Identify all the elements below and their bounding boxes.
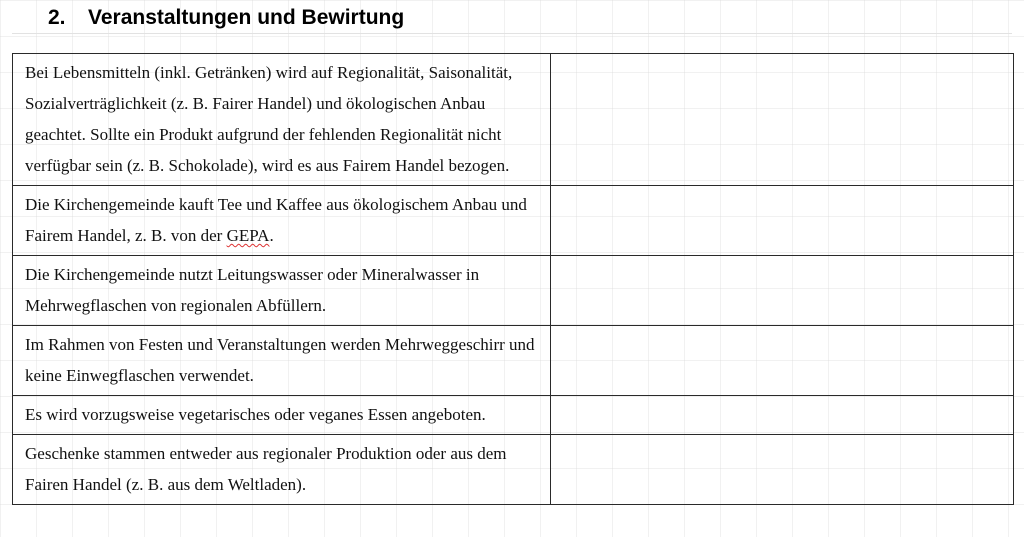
criterion-text (13, 186, 551, 256)
criterion-text: Im Rahmen von Festen und Veranstaltungen werden Mehrweggeschirr und keine Einwegflaschen verwendet. (13, 326, 551, 396)
table-row (13, 186, 1014, 256)
criteria-table (12, 53, 1014, 505)
section-title: Veranstaltungen und Bewirtung (88, 6, 405, 29)
criterion-text: Geschenke stammen entweder aus regionaler Produktion oder aus dem Fairen Handel (z. B. aus dem Weltladen). (13, 435, 551, 505)
table-row (13, 326, 1014, 396)
header-divider (12, 33, 1012, 34)
table-row (13, 256, 1014, 326)
table-row (13, 54, 1014, 186)
criterion-text-start: Die Kirchengemeinde kauft Tee und Kaffee aus ökologischem Anbau und Fairem Handel, z. B. von der (25, 195, 527, 245)
answer-cell[interactable] (551, 256, 1014, 326)
criterion-text: Bei Lebensmitteln (inkl. Getränken) wird auf Regionalität, Saisonalität, Sozialverträglichkeit (z. B. Fairer Handel) und ökologischen Anbau geachtet. Sollte ein Produkt aufgrund der fehlenden Regionalität nicht verfügbar sein (z. B. Schokolade), wird es aus Fairem Handel bezogen. (13, 54, 551, 186)
answer-cell[interactable] (551, 54, 1014, 186)
spellcheck-highlight: GEPA (226, 226, 270, 245)
table-row (13, 435, 1014, 505)
criterion-text: Die Kirchengemeinde nutzt Leitungswasser oder Mineralwasser in Mehrwegflaschen von regionalen Abfüllern. (13, 256, 551, 326)
section-heading (48, 3, 404, 33)
answer-cell[interactable] (551, 186, 1014, 256)
answer-cell[interactable] (551, 435, 1014, 505)
criterion-text: Es wird vorzugsweise vegetarisches oder veganes Essen angeboten. (13, 396, 551, 435)
answer-cell[interactable] (551, 396, 1014, 435)
answer-cell[interactable] (551, 326, 1014, 396)
criterion-text-end: . (269, 226, 274, 245)
section-number: 2. (48, 6, 66, 29)
table-row (13, 396, 1014, 435)
